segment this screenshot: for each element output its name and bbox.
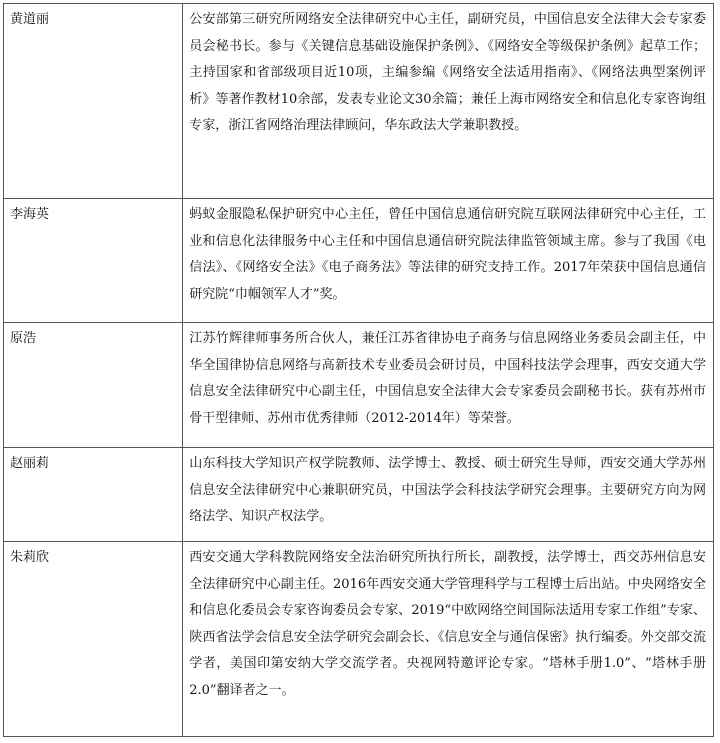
table-row bbox=[4, 448, 714, 542]
name-cell: 原浩 bbox=[4, 323, 183, 448]
description-cell: 山东科技大学知识产权学院教师、法学博士、教授、硕士研究生导师，西安交通大学苏州信息安全法律研究中心兼职研究员，中国法学会科技法学研究会理事。主要研究方向为网络法学、知识产权法学。 bbox=[183, 448, 714, 542]
name-cell: 黄道丽 bbox=[4, 4, 183, 199]
table-row bbox=[4, 199, 714, 323]
table-row bbox=[4, 542, 714, 737]
bio-table-body bbox=[4, 4, 714, 737]
name-cell: 赵丽莉 bbox=[4, 448, 183, 542]
description-cell: 公安部第三研究所网络安全法律研究中心主任，副研究员，中国信息安全法律大会专家委员会秘书长。参与《关键信息基础设施保护条例》、《网络安全等级保护条例》起草工作；主持国家和省部级项目近10项，主编参编《网络安全法适用指南》、《网络法典型案例评析》等著作教材10余部，发表专业论文30余篇；兼任上海市网络安全和信息化专家咨询组专家，浙江省网络治理法律顾问，华东政法大学兼职教授。 bbox=[183, 4, 714, 199]
name-cell: 朱莉欣 bbox=[4, 542, 183, 737]
description-cell: 蚂蚁金服隐私保护研究中心主任，曾任中国信息通信研究院互联网法律研究中心主任，工业和信息化法律服务中心主任和中国信息通信研究院法律监管领域主席。参与了我国《电信法》、《网络安全法》《电子商务法》等法律的研究支持工作。2017年荣获中国信息通信研究院“巾帼领军人才”奖。 bbox=[183, 199, 714, 323]
table-row bbox=[4, 4, 714, 199]
description-cell: 江苏竹辉律师事务所合伙人，兼任江苏省律协电子商务与信息网络业务委员会副主任，中华全国律协信息网络与高新技术专业委员会研讨员，中国科技法学会理事，西安交通大学信息安全法律研究中心副主任，中国信息安全法律大会专家委员会副秘书长。获有苏州市骨干型律师、苏州市优秀律师（2012-2014年）等荣誉。 bbox=[183, 323, 714, 448]
table-row bbox=[4, 323, 714, 448]
name-cell: 李海英 bbox=[4, 199, 183, 323]
bio-table bbox=[3, 3, 714, 737]
description-cell: 西安交通大学科教院网络安全法治研究所执行所长，副教授，法学博士，西交苏州信息安全法律研究中心副主任。2016年西安交通大学管理科学与工程博士后出站。中央网络安全和信息化委员会专家咨询委员会专家、2019“中欧网络空间国际法适用专家工作组”专家、陕西省法学会信息安全法学研究会副会长、《信息安全与通信保密》执行编委。外交部交流学者，美国印第安纳大学交流学者。央视网特邀评论专家。“塔林手册1.0”、“塔林手册2.0”翻译者之一。 bbox=[183, 542, 714, 737]
